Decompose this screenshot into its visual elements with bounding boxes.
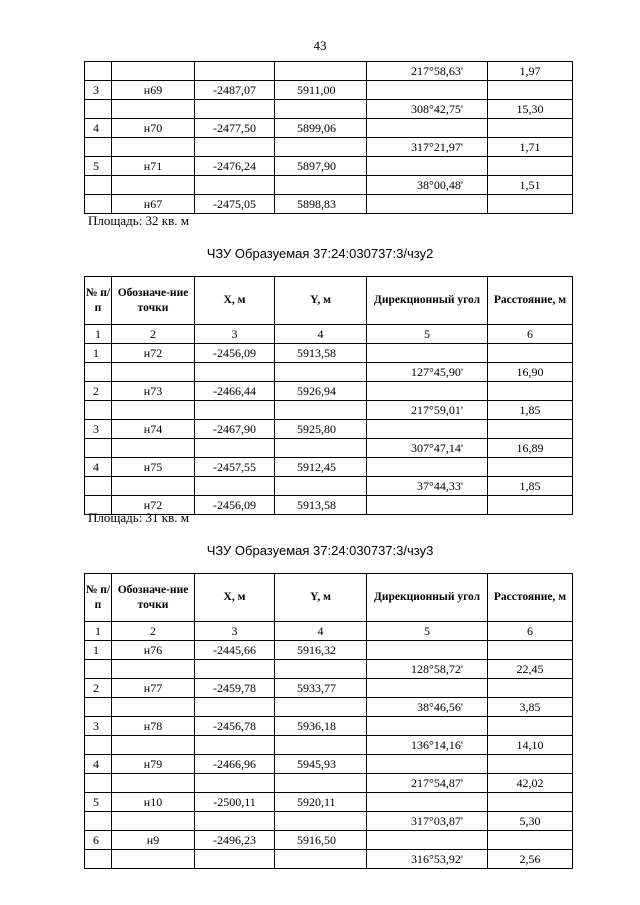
- cell-y: 5945,93: [275, 755, 367, 774]
- cell-number: 2: [85, 679, 112, 698]
- header-row: [85, 574, 573, 622]
- cell-point: н79: [112, 755, 195, 774]
- cell-point: н74: [112, 420, 195, 439]
- cell-distance: [488, 641, 573, 660]
- cell-distance: 3,85: [488, 698, 573, 717]
- cell-number: 6: [85, 831, 112, 850]
- cell-number: [85, 698, 112, 717]
- cell-distance: [488, 81, 573, 100]
- cell-distance: [488, 458, 573, 477]
- table-row: [85, 660, 573, 679]
- cell-y: [275, 176, 367, 195]
- cell-y: [275, 774, 367, 793]
- cell-x: [195, 812, 275, 831]
- header-point: Обозначе-ние точки: [112, 574, 195, 622]
- cell-x: [195, 138, 275, 157]
- cell-distance: [488, 195, 573, 214]
- cell-y: 5897,90: [275, 157, 367, 176]
- cell-point: [112, 176, 195, 195]
- cell-y: [275, 100, 367, 119]
- cell-point: [112, 850, 195, 869]
- table-row: [85, 774, 573, 793]
- cell-y: [275, 736, 367, 755]
- table-row: [85, 363, 573, 382]
- cell-y: 5916,32: [275, 641, 367, 660]
- coordinates-table-2: [84, 276, 573, 515]
- cell-point: [112, 62, 195, 81]
- cell-point: н77: [112, 679, 195, 698]
- cell-angle: [367, 458, 488, 477]
- table-row: [85, 755, 573, 774]
- cell-y: [275, 698, 367, 717]
- cell-x: [195, 698, 275, 717]
- area-label-2: Площадь: 31 кв. м: [88, 510, 189, 525]
- cell-number: 4: [85, 458, 112, 477]
- cell-x: [195, 774, 275, 793]
- cell-x: -2466,44: [195, 382, 275, 401]
- cell-angle: [367, 344, 488, 363]
- table-row: [85, 100, 573, 119]
- cell-y: [275, 138, 367, 157]
- cell-x: [195, 439, 275, 458]
- cell-angle: [367, 119, 488, 138]
- coordinates-table-3: [84, 573, 573, 869]
- cell-distance: [488, 755, 573, 774]
- table-row: [85, 736, 573, 755]
- cell-number: [85, 812, 112, 831]
- cell-x: [195, 100, 275, 119]
- cell-angle: [367, 420, 488, 439]
- cell-point: н75: [112, 458, 195, 477]
- column-number: 2: [112, 622, 195, 641]
- cell-angle: 217°54,87': [367, 774, 488, 793]
- cell-number: [85, 138, 112, 157]
- cell-point: [112, 100, 195, 119]
- cell-distance: [488, 344, 573, 363]
- cell-number: [85, 736, 112, 755]
- column-number-row: [85, 622, 573, 641]
- table-row: [85, 850, 573, 869]
- column-number: 4: [275, 325, 367, 344]
- cell-distance: 5,30: [488, 812, 573, 831]
- table-row: [85, 344, 573, 363]
- table-row: [85, 157, 573, 176]
- cell-point: н69: [112, 81, 195, 100]
- cell-x: -2476,24: [195, 157, 275, 176]
- cell-x: -2445,66: [195, 641, 275, 660]
- cell-angle: 127°45,90': [367, 363, 488, 382]
- header-angle: Дирекционный угол: [367, 277, 488, 325]
- header-point: Обозначе-ние точки: [112, 277, 195, 325]
- table-row: [85, 62, 573, 81]
- cell-number: 4: [85, 119, 112, 138]
- cell-x: -2456,09: [195, 496, 275, 515]
- cell-distance: [488, 420, 573, 439]
- cell-distance: [488, 717, 573, 736]
- cell-number: 5: [85, 157, 112, 176]
- cell-angle: [367, 81, 488, 100]
- page-number: 43: [313, 38, 327, 53]
- cell-angle: [367, 717, 488, 736]
- column-number: 5: [367, 622, 488, 641]
- cell-point: н9: [112, 831, 195, 850]
- table-row: [85, 195, 573, 214]
- table-row: [85, 831, 573, 850]
- cell-point: [112, 138, 195, 157]
- cell-x: -2475,05: [195, 195, 275, 214]
- column-number-row: [85, 325, 573, 344]
- coordinates-table-1: [84, 61, 573, 214]
- header-angle: Дирекционный угол: [367, 574, 488, 622]
- cell-point: [112, 439, 195, 458]
- cell-angle: 217°58,63': [367, 62, 488, 81]
- cell-point: н72: [112, 496, 195, 515]
- cell-angle: 128°58,72': [367, 660, 488, 679]
- cell-point: [112, 477, 195, 496]
- cell-x: [195, 62, 275, 81]
- cell-x: -2457,55: [195, 458, 275, 477]
- cell-x: -2456,78: [195, 717, 275, 736]
- cell-angle: [367, 496, 488, 515]
- cell-distance: 22,45: [488, 660, 573, 679]
- cell-x: [195, 176, 275, 195]
- cell-distance: 1,85: [488, 401, 573, 420]
- header-y: Y, м: [275, 277, 367, 325]
- cell-distance: 1,51: [488, 176, 573, 195]
- table-row: [85, 176, 573, 195]
- cell-y: [275, 62, 367, 81]
- cell-number: [85, 477, 112, 496]
- table-row: [85, 401, 573, 420]
- table-row: [85, 679, 573, 698]
- cell-point: [112, 660, 195, 679]
- cell-number: 1: [85, 641, 112, 660]
- cell-y: 5911,00: [275, 81, 367, 100]
- table-row: [85, 477, 573, 496]
- cell-y: 5925,80: [275, 420, 367, 439]
- cell-point: н73: [112, 382, 195, 401]
- cell-angle: [367, 382, 488, 401]
- cell-y: [275, 477, 367, 496]
- cell-y: 5898,83: [275, 195, 367, 214]
- cell-point: н70: [112, 119, 195, 138]
- table-caption-3: ЧЗУ Образуемая 37:24:030737:3/чзу3: [206, 543, 434, 558]
- cell-distance: 16,89: [488, 439, 573, 458]
- cell-angle: 38°00,48': [367, 176, 488, 195]
- cell-distance: 42,02: [488, 774, 573, 793]
- cell-number: 3: [85, 81, 112, 100]
- cell-x: -2496,23: [195, 831, 275, 850]
- cell-y: [275, 850, 367, 869]
- cell-point: [112, 736, 195, 755]
- cell-x: -2466,96: [195, 755, 275, 774]
- column-number: 2: [112, 325, 195, 344]
- cell-x: [195, 850, 275, 869]
- table-row: [85, 439, 573, 458]
- cell-number: [85, 660, 112, 679]
- cell-angle: [367, 157, 488, 176]
- cell-distance: 1,97: [488, 62, 573, 81]
- header-distance: Расстояние, м: [488, 277, 573, 325]
- column-number: 6: [488, 325, 573, 344]
- cell-number: 5: [85, 793, 112, 812]
- cell-angle: 217°59,01': [367, 401, 488, 420]
- cell-y: 5936,18: [275, 717, 367, 736]
- table-row: [85, 138, 573, 157]
- cell-x: [195, 477, 275, 496]
- cell-y: [275, 812, 367, 831]
- cell-angle: 317°03,87': [367, 812, 488, 831]
- table-row: [85, 812, 573, 831]
- header-x: X, м: [195, 277, 275, 325]
- cell-y: [275, 363, 367, 382]
- cell-y: [275, 660, 367, 679]
- cell-point: н76: [112, 641, 195, 660]
- cell-point: [112, 698, 195, 717]
- cell-point: [112, 363, 195, 382]
- cell-point: н10: [112, 793, 195, 812]
- cell-distance: [488, 119, 573, 138]
- cell-point: [112, 774, 195, 793]
- table-caption-2: ЧЗУ Образуемая 37:24:030737:3/чзу2: [206, 246, 434, 261]
- cell-y: [275, 439, 367, 458]
- cell-y: 5916,50: [275, 831, 367, 850]
- column-number: 1: [85, 325, 112, 344]
- cell-number: [85, 176, 112, 195]
- header-row: [85, 277, 573, 325]
- cell-distance: [488, 793, 573, 812]
- cell-y: 5926,94: [275, 382, 367, 401]
- table-row: [85, 420, 573, 439]
- cell-point: н72: [112, 344, 195, 363]
- cell-angle: [367, 641, 488, 660]
- cell-number: [85, 363, 112, 382]
- column-number: 1: [85, 622, 112, 641]
- cell-point: [112, 401, 195, 420]
- cell-angle: [367, 831, 488, 850]
- cell-angle: 136°14,16': [367, 736, 488, 755]
- cell-x: -2487,07: [195, 81, 275, 100]
- cell-angle: [367, 679, 488, 698]
- header-distance: Расстояние, м: [488, 574, 573, 622]
- cell-x: [195, 363, 275, 382]
- table-row: [85, 698, 573, 717]
- cell-distance: 16,90: [488, 363, 573, 382]
- cell-angle: 317°21,97': [367, 138, 488, 157]
- cell-distance: [488, 382, 573, 401]
- cell-point: н78: [112, 717, 195, 736]
- cell-number: [85, 401, 112, 420]
- cell-angle: 308°42,75': [367, 100, 488, 119]
- cell-x: [195, 401, 275, 420]
- cell-number: 1: [85, 344, 112, 363]
- column-number: 3: [195, 325, 275, 344]
- cell-distance: 15,30: [488, 100, 573, 119]
- cell-point: [112, 812, 195, 831]
- cell-number: 3: [85, 420, 112, 439]
- cell-y: 5933,77: [275, 679, 367, 698]
- cell-angle: 37°44,33': [367, 477, 488, 496]
- cell-x: -2477,50: [195, 119, 275, 138]
- cell-number: [85, 774, 112, 793]
- cell-y: 5920,11: [275, 793, 367, 812]
- column-number: 6: [488, 622, 573, 641]
- table-row: [85, 793, 573, 812]
- header-y: Y, м: [275, 574, 367, 622]
- cell-angle: 316°53,92': [367, 850, 488, 869]
- cell-angle: [367, 793, 488, 812]
- cell-angle: [367, 755, 488, 774]
- cell-number: [85, 195, 112, 214]
- cell-distance: 2,56: [488, 850, 573, 869]
- cell-distance: [488, 831, 573, 850]
- cell-distance: [488, 679, 573, 698]
- cell-x: -2456,09: [195, 344, 275, 363]
- table-row: [85, 641, 573, 660]
- cell-distance: [488, 496, 573, 515]
- area-label-1: Площадь: 32 кв. м: [88, 213, 189, 228]
- cell-number: [85, 100, 112, 119]
- cell-point: н71: [112, 157, 195, 176]
- cell-number: [85, 850, 112, 869]
- cell-angle: 307°47,14': [367, 439, 488, 458]
- cell-number: [85, 62, 112, 81]
- column-number: 5: [367, 325, 488, 344]
- cell-x: -2500,11: [195, 793, 275, 812]
- cell-y: 5899,06: [275, 119, 367, 138]
- cell-x: -2467,90: [195, 420, 275, 439]
- cell-number: 3: [85, 717, 112, 736]
- cell-number: 4: [85, 755, 112, 774]
- cell-x: [195, 736, 275, 755]
- cell-distance: [488, 157, 573, 176]
- cell-distance: 1,71: [488, 138, 573, 157]
- table-row: [85, 81, 573, 100]
- cell-angle: 38°46,56': [367, 698, 488, 717]
- cell-y: [275, 401, 367, 420]
- column-number: 4: [275, 622, 367, 641]
- cell-y: 5913,58: [275, 344, 367, 363]
- cell-y: 5912,45: [275, 458, 367, 477]
- cell-x: [195, 660, 275, 679]
- cell-number: [85, 439, 112, 458]
- cell-y: 5913,58: [275, 496, 367, 515]
- table-row: [85, 717, 573, 736]
- cell-distance: 1,85: [488, 477, 573, 496]
- cell-angle: [367, 195, 488, 214]
- table-row: [85, 382, 573, 401]
- header-number: № п/п: [85, 574, 112, 622]
- cell-distance: 14,10: [488, 736, 573, 755]
- table-row: [85, 458, 573, 477]
- table-row: [85, 119, 573, 138]
- column-number: 3: [195, 622, 275, 641]
- cell-number: 2: [85, 382, 112, 401]
- cell-point: н67: [112, 195, 195, 214]
- header-x: X, м: [195, 574, 275, 622]
- header-number: № п/п: [85, 277, 112, 325]
- cell-x: -2459,78: [195, 679, 275, 698]
